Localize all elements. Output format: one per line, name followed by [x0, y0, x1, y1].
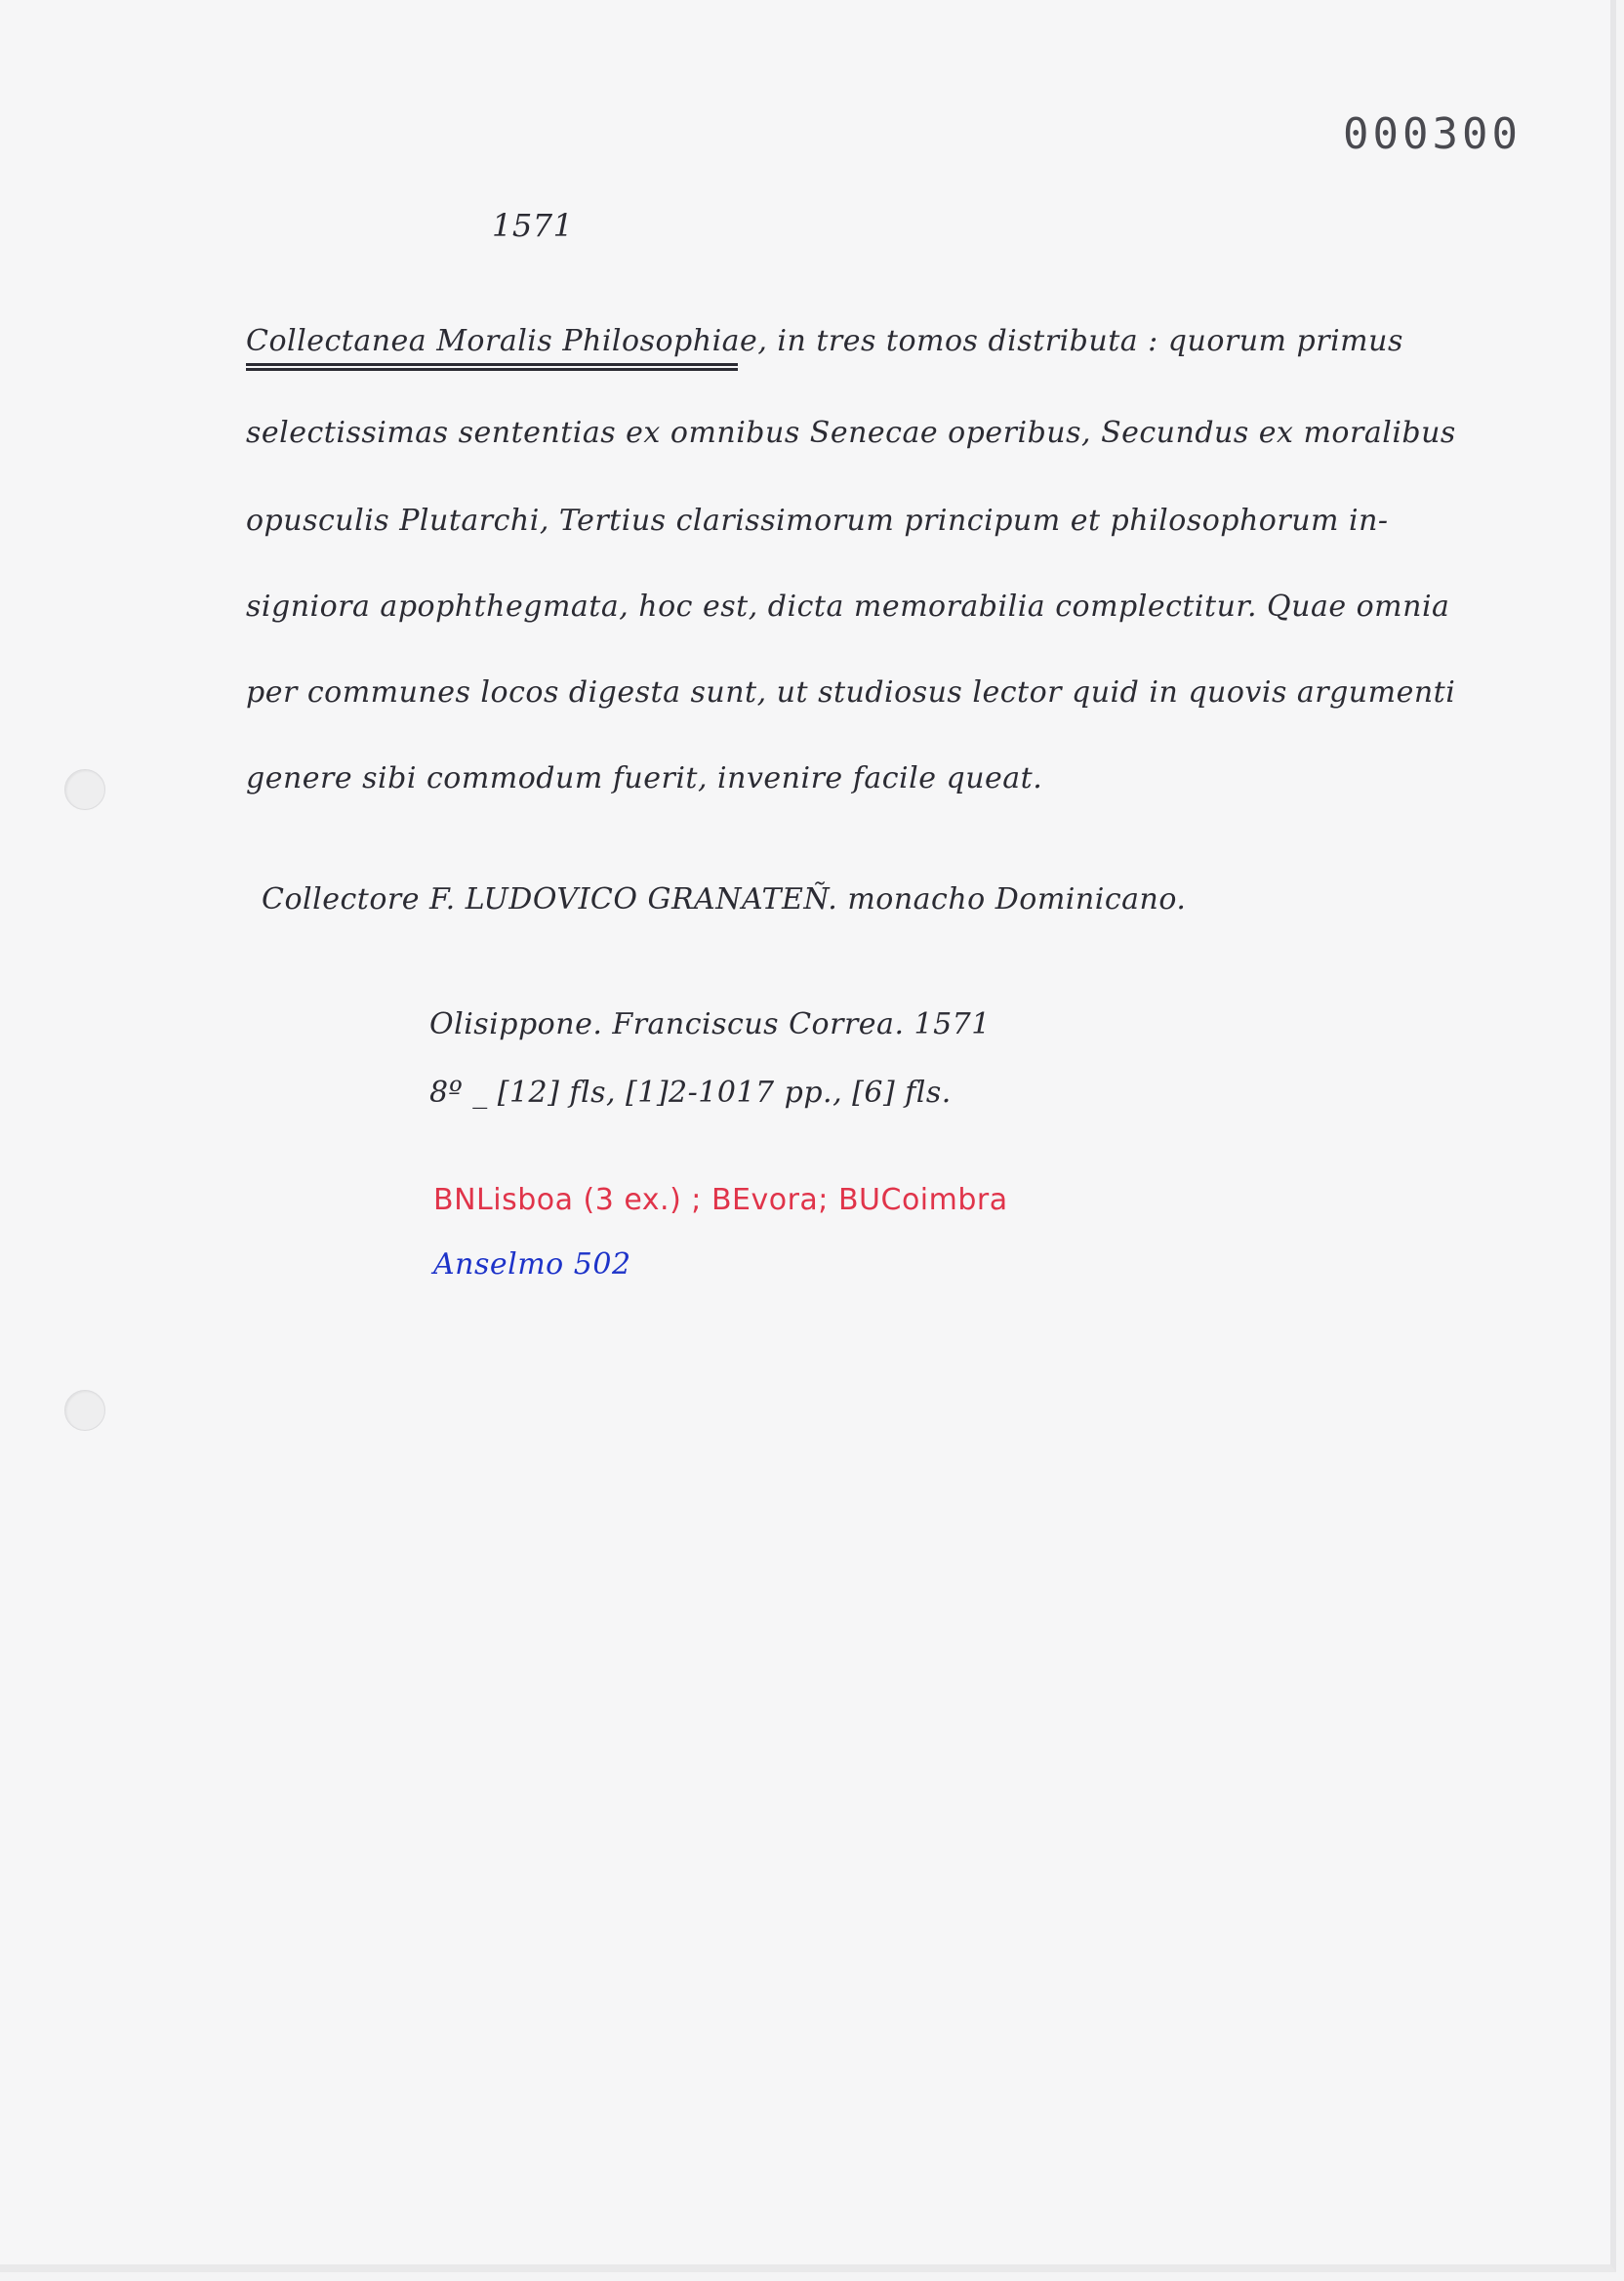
imprint-line-1: Olisippone. Franciscus Correa. 1571	[429, 1007, 991, 1041]
reference-blue-note: Anselmo 502	[433, 1247, 631, 1282]
imprint-line-2: 8º _ [12] fls, [1]2-1017 pp., [6] fls.	[429, 1076, 952, 1110]
book-title: Collectanea Moralis Philosophiae	[246, 324, 758, 358]
collector-line: Collectore F. LUDOVICO GRANATEÑ. monacho Dominicano.	[262, 882, 1187, 916]
body-line-1	[246, 324, 1403, 358]
body-line-3: opusculis Plutarchi, Tertius clarissimorum principum et philosophorum in-	[246, 504, 1389, 538]
body-line-1-rest: , in tres tomos distributa : quorum primus	[757, 324, 1403, 358]
punch-hole-upper	[64, 769, 105, 810]
stamp-number: 000300	[1343, 109, 1522, 159]
body-line-4: signiora apophthegmata, hoc est, dicta memorabilia complectitur. Quae omnia	[246, 590, 1450, 624]
body-line-5: per communes locos digesta sunt, ut studiosus lector quid in quovis argumenti	[246, 675, 1456, 710]
holdings-red-note: BNLisboa (3 ex.) ; BEvora; BUCoimbra	[433, 1183, 1008, 1217]
body-line-2: selectissimas sententias ex omnibus Senecae operibus, Secundus ex moralibus	[246, 416, 1456, 450]
punch-hole-lower	[64, 1390, 105, 1431]
body-line-6: genere sibi commodum fuerit, invenire facile queat.	[246, 761, 1043, 795]
year-heading: 1571	[492, 207, 574, 244]
